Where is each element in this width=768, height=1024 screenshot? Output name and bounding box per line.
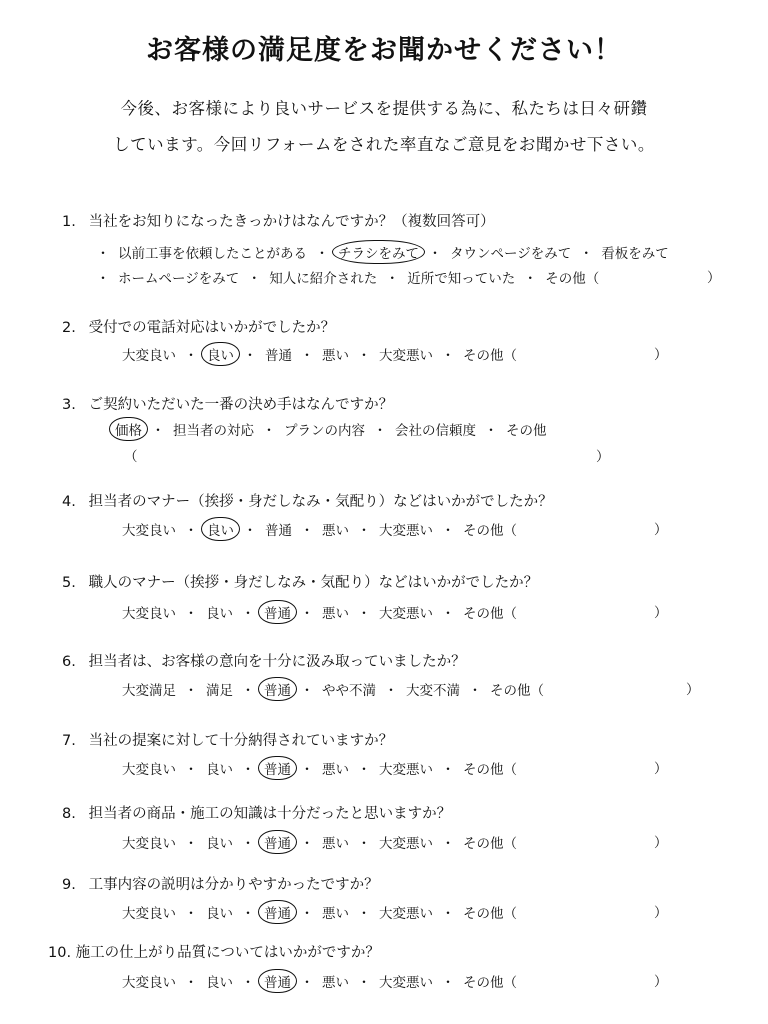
question-text: 担当者のマナー（挨拶・身だしなみ・気配り）などはいかがでしたか？ bbox=[84, 494, 553, 510]
option[interactable]: 大変良い bbox=[122, 906, 176, 922]
separator-dot: ・ bbox=[441, 975, 455, 991]
separator-dot: ・ bbox=[300, 683, 314, 699]
question-text: 担当者の商品・施工の知識は十分だったと思いますか？ bbox=[84, 806, 452, 822]
separator-dot: ・ bbox=[241, 836, 255, 852]
option[interactable]: 大変悪い bbox=[379, 836, 433, 852]
other-close-paren: ） bbox=[707, 270, 721, 286]
question-text: 受付での電話対応はいかがでしたか？ bbox=[84, 320, 336, 336]
option[interactable]: 大変悪い bbox=[379, 348, 433, 364]
other-open-paren: （ bbox=[124, 449, 138, 465]
q9-options bbox=[118, 901, 521, 923]
q2-options bbox=[118, 343, 521, 365]
option[interactable]: ホームページをみて bbox=[118, 271, 240, 287]
other-close-paren: ） bbox=[654, 905, 668, 921]
option[interactable]: 悪い bbox=[322, 606, 349, 622]
separator-dot: ・ bbox=[468, 683, 482, 699]
separator-dot: ・ bbox=[385, 271, 399, 287]
separator-dot: ・ bbox=[241, 906, 255, 922]
separator-dot: ・ bbox=[241, 762, 255, 778]
option[interactable]: 悪い bbox=[322, 836, 349, 852]
option[interactable]: その他（ bbox=[463, 906, 517, 922]
option[interactable]: その他（ bbox=[463, 762, 517, 778]
option[interactable]: 知人に紹介された bbox=[269, 271, 378, 287]
question-7 bbox=[62, 729, 393, 750]
question-number: 9. bbox=[62, 877, 76, 893]
option[interactable]: 良い bbox=[206, 606, 233, 622]
option[interactable]: その他（ bbox=[463, 606, 517, 622]
separator-dot: ・ bbox=[357, 523, 371, 539]
option[interactable]: タウンページをみて bbox=[450, 246, 572, 262]
question-10 bbox=[48, 941, 380, 962]
separator-dot: ・ bbox=[441, 348, 455, 364]
separator-dot: ・ bbox=[300, 523, 314, 539]
separator-dot: ・ bbox=[441, 523, 455, 539]
separator-dot: ・ bbox=[247, 271, 261, 287]
separator-dot: ・ bbox=[184, 762, 198, 778]
separator-dot: ・ bbox=[579, 246, 593, 262]
question-text: 職人のマナー（挨拶・身だしなみ・気配り）などはいかがでしたか？ bbox=[84, 575, 539, 591]
question-number: 7. bbox=[62, 733, 76, 749]
q7-options bbox=[118, 757, 521, 779]
option[interactable]: 大変良い bbox=[122, 606, 176, 622]
option[interactable]: その他（ bbox=[463, 348, 517, 364]
separator-dot: ・ bbox=[184, 523, 198, 539]
selected-option[interactable]: 普通 bbox=[258, 830, 297, 854]
separator-dot: ・ bbox=[300, 836, 314, 852]
other-close-paren: ） bbox=[654, 605, 668, 621]
option[interactable]: 悪い bbox=[322, 523, 349, 539]
other-close-paren: ） bbox=[654, 761, 668, 777]
option[interactable]: 満足 bbox=[206, 683, 233, 699]
option[interactable]: 大変良い bbox=[122, 975, 176, 991]
q6-options bbox=[118, 678, 548, 700]
other-close-paren: ） bbox=[654, 974, 668, 990]
question-3 bbox=[62, 393, 393, 414]
other-close-paren: ） bbox=[654, 522, 668, 538]
separator-dot: ・ bbox=[241, 683, 255, 699]
option[interactable]: 良い bbox=[206, 762, 233, 778]
selected-option[interactable]: 普通 bbox=[258, 900, 297, 924]
option[interactable]: 普通 bbox=[265, 348, 292, 364]
separator-dot: ・ bbox=[523, 271, 537, 287]
separator-dot: ・ bbox=[184, 683, 198, 699]
option[interactable]: 大変良い bbox=[122, 348, 176, 364]
separator-dot: ・ bbox=[357, 348, 371, 364]
question-9 bbox=[62, 873, 379, 894]
question-5 bbox=[62, 571, 538, 592]
question-text: 担当者は、お客様の意向を十分に汲み取っていましたか？ bbox=[84, 654, 466, 670]
separator-dot: ・ bbox=[373, 423, 387, 439]
option[interactable]: その他（ bbox=[545, 271, 600, 287]
option[interactable]: 普通 bbox=[265, 523, 292, 539]
page-title: お客様の満足度をお聞かせください！ bbox=[146, 35, 622, 66]
option[interactable]: その他（ bbox=[490, 683, 544, 699]
question-text: 工事内容の説明は分かりやすかったですか？ bbox=[84, 877, 379, 893]
question-text: 当社の提案に対して十分納得されていますか？ bbox=[84, 733, 394, 749]
separator-dot: ・ bbox=[315, 246, 329, 262]
separator-dot: ・ bbox=[96, 271, 110, 287]
option[interactable]: 大変悪い bbox=[379, 606, 433, 622]
other-close-paren: ） bbox=[654, 835, 668, 851]
selected-option[interactable]: チラシをみて bbox=[332, 240, 425, 264]
question-text: 施工の仕上がり品質についてはいかがですか？ bbox=[71, 945, 380, 961]
q1-options bbox=[92, 266, 603, 288]
separator-dot: ・ bbox=[300, 906, 314, 922]
separator-dot: ・ bbox=[184, 906, 198, 922]
option[interactable]: 大変満足 bbox=[122, 683, 176, 699]
separator-dot: ・ bbox=[300, 606, 314, 622]
separator-dot: ・ bbox=[357, 606, 371, 622]
option[interactable]: 大変悪い bbox=[379, 762, 433, 778]
option[interactable]: 悪い bbox=[322, 348, 349, 364]
separator-dot: ・ bbox=[384, 683, 398, 699]
option[interactable]: 悪い bbox=[322, 906, 349, 922]
question-2 bbox=[62, 316, 335, 337]
separator-dot: ・ bbox=[484, 423, 498, 439]
question-6 bbox=[62, 650, 466, 671]
option[interactable]: その他（ bbox=[463, 975, 517, 991]
separator-dot: ・ bbox=[243, 348, 257, 364]
option[interactable]: 近所で知っていた bbox=[407, 271, 516, 287]
selected-option[interactable]: 普通 bbox=[258, 677, 297, 701]
option[interactable]: その他（ bbox=[463, 523, 517, 539]
option[interactable]: 大変良い bbox=[122, 523, 176, 539]
option[interactable]: 悪い bbox=[322, 762, 349, 778]
q10-options bbox=[118, 970, 521, 992]
separator-dot: ・ bbox=[262, 423, 276, 439]
question-number: 5. bbox=[62, 575, 76, 591]
separator-dot: ・ bbox=[243, 523, 257, 539]
other-close-paren: ） bbox=[654, 347, 668, 363]
question-number: 10. bbox=[48, 945, 72, 961]
question-text: 当社をお知りになったきっかけはなんですか？（複数回答可） bbox=[84, 214, 495, 230]
q1-options bbox=[92, 241, 673, 263]
question-number: 8. bbox=[62, 806, 76, 822]
option[interactable]: 大変悪い bbox=[379, 523, 433, 539]
option[interactable]: 大変悪い bbox=[379, 906, 433, 922]
option[interactable]: 良い bbox=[206, 906, 233, 922]
separator-dot: ・ bbox=[357, 836, 371, 852]
selected-option[interactable]: 普通 bbox=[258, 756, 297, 780]
option[interactable]: 大変悪い bbox=[379, 975, 433, 991]
question-4 bbox=[62, 490, 553, 511]
question-8 bbox=[62, 802, 451, 823]
option[interactable]: 大変良い bbox=[122, 836, 176, 852]
selected-option[interactable]: 良い bbox=[201, 342, 240, 366]
option[interactable]: 以前工事を依頼したことがある bbox=[118, 246, 307, 262]
separator-dot: ・ bbox=[428, 246, 442, 262]
question-number: 3. bbox=[62, 397, 76, 413]
separator-dot: ・ bbox=[357, 975, 371, 991]
separator-dot: ・ bbox=[441, 836, 455, 852]
selected-option[interactable]: 普通 bbox=[258, 600, 297, 624]
separator-dot: ・ bbox=[441, 606, 455, 622]
question-number: 6. bbox=[62, 654, 76, 670]
q3-options bbox=[110, 418, 551, 440]
separator-dot: ・ bbox=[241, 606, 255, 622]
q4-options bbox=[118, 518, 521, 540]
separator-dot: ・ bbox=[441, 762, 455, 778]
question-1 bbox=[62, 210, 495, 231]
separator-dot: ・ bbox=[184, 975, 198, 991]
separator-dot: ・ bbox=[441, 906, 455, 922]
separator-dot: ・ bbox=[357, 906, 371, 922]
option[interactable]: 看板をみて bbox=[601, 246, 669, 262]
selected-option[interactable]: 価格 bbox=[109, 417, 148, 441]
question-number: 4. bbox=[62, 494, 76, 510]
selected-option[interactable]: 良い bbox=[201, 517, 240, 541]
separator-dot: ・ bbox=[184, 606, 198, 622]
question-number: 1. bbox=[62, 214, 76, 230]
q5-options bbox=[118, 601, 521, 623]
separator-dot: ・ bbox=[300, 975, 314, 991]
separator-dot: ・ bbox=[300, 348, 314, 364]
option[interactable]: 良い bbox=[206, 836, 233, 852]
option[interactable]: 会社の信頼度 bbox=[395, 423, 476, 439]
option[interactable]: 大変不満 bbox=[406, 683, 460, 699]
q8-options bbox=[118, 831, 521, 853]
intro-line-2: しています。今回リフォームをされた率直なご意見をお聞かせ下さい。 bbox=[113, 135, 655, 154]
option[interactable]: プランの内容 bbox=[284, 423, 365, 439]
question-text: ご契約いただいた一番の決め手はなんですか？ bbox=[84, 397, 394, 413]
separator-dot: ・ bbox=[300, 762, 314, 778]
separator-dot: ・ bbox=[357, 762, 371, 778]
selected-option[interactable]: 普通 bbox=[258, 969, 297, 993]
question-number: 2. bbox=[62, 320, 76, 336]
separator-dot: ・ bbox=[151, 423, 165, 439]
option[interactable]: 担当者の対応 bbox=[173, 423, 254, 439]
separator-dot: ・ bbox=[241, 975, 255, 991]
option[interactable]: 良い bbox=[206, 975, 233, 991]
separator-dot: ・ bbox=[96, 246, 110, 262]
option[interactable]: 悪い bbox=[322, 975, 349, 991]
separator-dot: ・ bbox=[184, 348, 198, 364]
separator-dot: ・ bbox=[184, 836, 198, 852]
option[interactable]: やや不満 bbox=[322, 683, 376, 699]
option[interactable]: その他 bbox=[506, 423, 547, 439]
option[interactable]: その他（ bbox=[463, 836, 517, 852]
other-close-paren: ） bbox=[596, 449, 610, 465]
option[interactable]: 大変良い bbox=[122, 762, 176, 778]
other-close-paren: ） bbox=[686, 682, 700, 698]
intro-line-1: 今後、お客様により良いサービスを提供する為に、私たちは日々研鑽 bbox=[120, 99, 648, 118]
